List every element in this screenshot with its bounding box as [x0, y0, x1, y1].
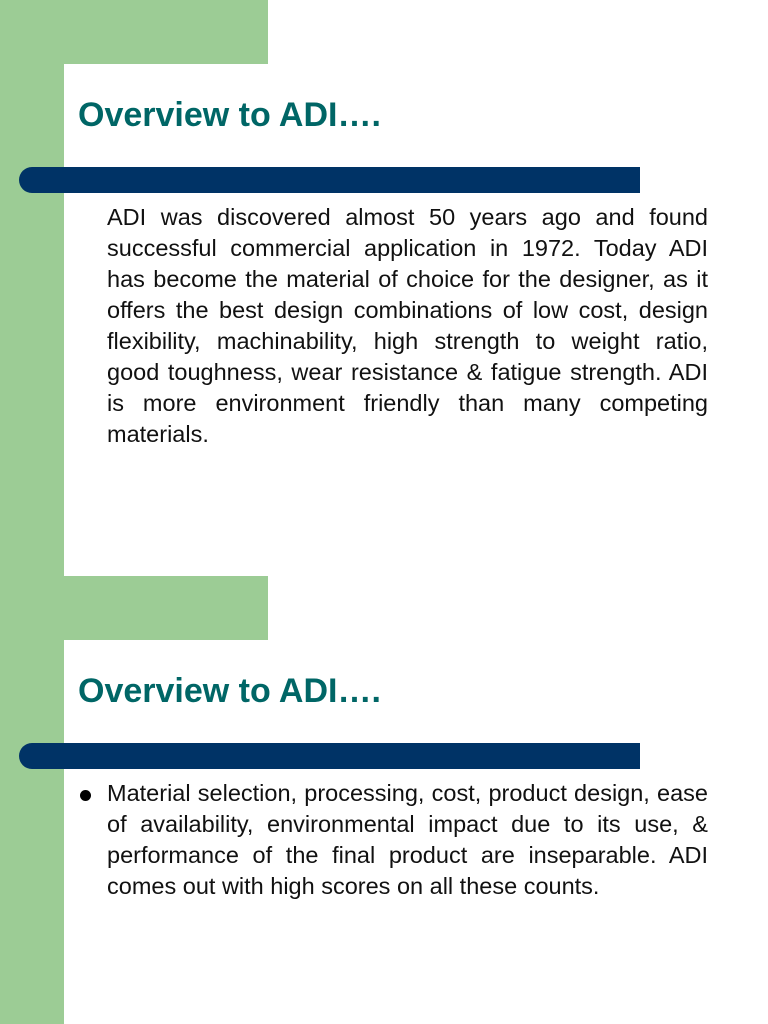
slide-2: [0, 576, 768, 1024]
green-side-band: [0, 576, 64, 1024]
green-top-band: [0, 0, 268, 64]
title-underline-bar: [19, 167, 640, 193]
green-top-band: [0, 576, 268, 640]
bullet-item-text: Material selection, processing, cost, product design, ease of availability, environmental impact due to its use, & performance of the final product are inseparable. ADI comes out with high scores on all these counts.: [107, 780, 708, 899]
green-side-band: [0, 0, 64, 576]
slide-title: Overview to ADI….: [78, 672, 381, 710]
title-underline-bar: [19, 743, 640, 769]
slide-title: Overview to ADI….: [78, 96, 381, 134]
slide-body-text: ADI was discovered almost 50 years ago and found successful commercial application in 1972. Today ADI has become the material of choice for the designer, as it offers the best design combinations of low cost, design flexibility, machinability, high strength to weight ratio, good toughness, wear resistance & fatigue strength. ADI is more environment friendly than many competing materials.: [107, 204, 708, 447]
bullet-icon: [80, 790, 91, 801]
